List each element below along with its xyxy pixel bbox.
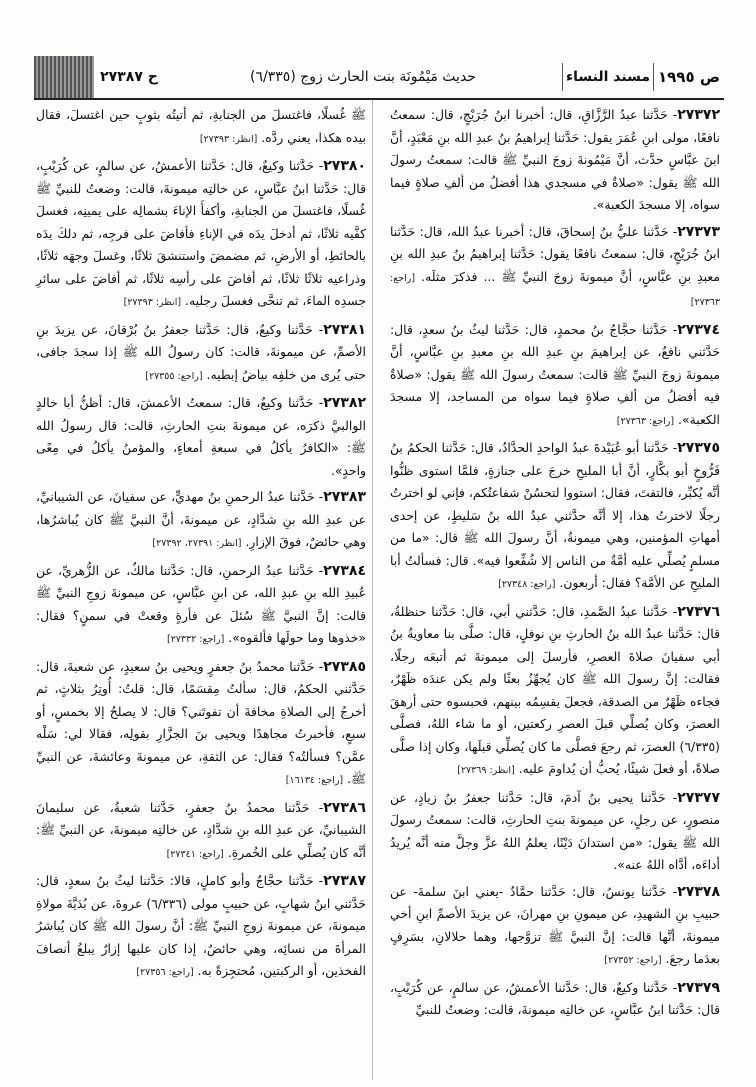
cross-reference: [راجع: ٢٧٣٤٨] (498, 579, 556, 590)
hadith-text: - حَدَّثنا وكيعٌ، قال: حَدَّثنا الأعمشُ، عن سالمٍ، عن كُرَيْبٍ، قال: حَدَّثنا ابنُ عبَّاسٍ، عن خالتِه ميمونةَ، قالت: وضعتُ للنبيِّ (390, 979, 720, 1017)
hadith-entry (390, 221, 720, 315)
cross-reference: [راجع: ١٦١٣٤] (285, 775, 344, 786)
hadith-number: ٢٧٣٨٧ (323, 873, 366, 889)
hadith-entry (36, 486, 366, 556)
hadith-text: ﷺ غُسلًا، فاغتسلَ من الجنابةِ، ثم أتيتُه بثوبٍ حين اغتسلَ، فقال بيده هكذا، يعني ردَّه. (36, 107, 366, 145)
cross-reference: [راجع: ٢٧٣٥٢] (604, 955, 662, 966)
chapter-title: حديث مَيْمُونَة بنت الحارث زوج (٦/٣٣٥) (250, 69, 476, 85)
hadith-number: ٢٧٣٧٢ (677, 107, 720, 123)
hadith-number: ٢٧٣٧٣ (677, 223, 720, 240)
hadith-entry (36, 392, 366, 482)
hadith-text: - حَدَّثنا وكيعٌ، قال: حَدَّثنا جعفرُ بنُ بُرْقانَ، عن يزيدَ بنِ الأصمِّ، عن ميمونةَ، قالت: كان رسولُ الله ﷺ إذا سجدَ جافى، حتى يُرى من خلفِه بياضُ إبطيه. (36, 321, 366, 382)
header-ornament (34, 56, 94, 98)
hadith-number: ٢٧٣٨٥ (323, 658, 366, 675)
hadith-number: ٢٧٣٨٢ (323, 395, 366, 411)
hadith-number: ٢٧٣٨١ (323, 321, 366, 338)
cross-reference: [راجع: ٢٧٣٦٣] (390, 272, 720, 308)
hadith-number: ٢٧٣٨٤ (323, 562, 366, 579)
hadith-text: - حَدَّثنا عبدُ الرَّزَّاقِ، قال: أخبرنا ابنُ جُرَيْجٍ، قال: سمعتُ نافعًا، مولى ابنِ عُمَرَ يقول: حَدَّثنا إبراهيمُ بنُ عبدِ الله بنِ مَعْبَدٍ، أنَّ ابنَ عبَّاسٍ حدَّث، أنَّ مَيْمُونةَ زوجَ النبيِّ ﷺ قالت: سمعتُ رسولَ الله ﷺ يقول: «صلاةٌ في مسجدي هذا أفضلُ من ألفِ صلاةٍ فيما سواه، إلا مسجدَ الكعبة». (390, 107, 720, 212)
hadith-text: - حَدَّثنا عبدُ الصَّمدِ، قال: حَدَّثني أبي، قال: حَدَّثنا حنظلةُ، قال: حَدَّثنا عبدُ الله بنُ الحارثِ بنِ نوفلٍ، قال: صلَّى بنا معاويةُ بنُ أبي سفيانَ صلاةَ العصرِ، فأرسلَ إلى ميمونةَ ثم أتبعَه رجلًا، فقالت: إنَّ رسولَ الله ﷺ كان يُجهِّزُ بعثًا ولم يكن عندَه ظَهْرٌ، فجاءه ظَهْرٌ من الصدقة، فجعلَ يقسِمُه بينهم، فحبسوه حتى أرهقَ العصرَ، وكان يُصلِّي قبلَ العصرِ ركعتين، أو ما شاء اللهُ، فصلَّى (٦/٣٣٥) العصرَ، ثم رجعَ فصلَّى ما كان يُصلِّي قبلَها، وكان إذا صلَّى صلاةً، أو فعلَ شيئًا، يُحبُّ أن يُداومَ عليه. (390, 603, 720, 776)
hadith-entry (36, 797, 366, 867)
hadith-entry (390, 601, 720, 783)
hadith-text: - حَدَّثنا حجَّاجٌ وأبو كاملٍ، قالا: حَدَّثنا ليثُ بنُ سعدٍ، قال: حَدَّثني ابنُ شهابٍ، عن حبيبٍ مولى (٦/٣٣٦) عروةَ، عن بُدَيَّةَ مولاةِ ميمونةَ، عن ميمونةَ زوجِ النبيِّ ﷺ: أنَّ رسولَ الله ﷺ كان يُباشرُ المرأةَ من نسائِه، وهي حائضٌ، إذا كان عليها إزارٌ يبلغُ أنصافَ الفخذين، أو الركبتين، مُحتجِزةً به. (36, 873, 366, 978)
hadith-entry (390, 319, 720, 434)
hadith-text: - حَدَّثنا محمدُ بنُ جعفرٍ ويحيى بنُ سعيدٍ، عن شعبةَ، قال: حَدَّثني الحكمُ، قال: سألتُ مِقسَمًا، قال: قلتُ: أُوتِرُ بثلاثٍ، ثم أخرجُ إلى الصلاةِ مخافةَ أن تفوتَني؟ قال: لا يصلحُ إلا بخمسٍ، أو سبعٍ، فأخبرتُ مجاهدًا ويحيى بنَ الجزَّارِ بقولِه، فقالا لي: سَلْه عمَّن؟ فسألتُه؟ فقال: عن الثقةِ، عن ميمونةَ وعائشةَ، عن النبيِّ ﷺ. (36, 658, 366, 786)
hadith-entry (36, 560, 366, 652)
cross-reference: [راجع: ٢٧٣٣٢] (166, 634, 225, 645)
page-number: ص ١٩٩٥ (657, 68, 721, 86)
book-name: مسند النساء (562, 63, 654, 91)
hadith-number: ٢٧٣٧٧ (677, 789, 720, 806)
hadith-entry (36, 870, 366, 985)
column-divider (372, 100, 373, 1080)
hadith-range: ح ٢٧٣٨٧ (100, 69, 158, 85)
hadith-number: ٢٧٣٨٦ (323, 799, 366, 816)
hadith-entry (36, 319, 366, 389)
cross-reference: [راجع: ٢٧٣٥٦] (136, 967, 194, 978)
cross-reference: [انظر: ٢٧٣٩٣] (123, 297, 182, 308)
hadith-entry (390, 977, 720, 1022)
hadith-text: - حَدَّثنا وكيعٌ، قال: سمعتُ الأعمشَ، قال: أظنُّ أبا خالدٍ الوالبيَّ ذكرَه، عن ميمونةَ بنتِ الحارثِ، قالت: قال رسولُ الله ﷺ: «الكافرُ يأكلُ في سبعةِ أمعاءٍ، والمؤمنُ يأكلُ في مِعًى واحدٍ». (36, 395, 366, 478)
cross-reference: [راجع: ٢٧٣٤١] (166, 848, 224, 860)
right-column (390, 104, 720, 1026)
hadith-text: - حَدَّثنا محمدُ بنُ جعفرٍ، حَدَّثنا شعبةُ، عن سليمانَ الشيبانيِّ، عن عبدِ الله بنِ شدَّادٍ، عن خالتِه ميمونةَ، عن النبيِّ ﷺ: أنَّه كان يُصلِّي على الخُمرةِ. (36, 799, 366, 860)
hadith-number: ٢٧٣٧٦ (677, 603, 720, 620)
hadith-entry (36, 104, 366, 151)
hadith-text: - حَدَّثنا حجَّاجُ بنُ محمدٍ، قال: حَدَّثنا ليثُ بنُ سعدٍ، قال: حَدَّثني نافعٌ، عن إبراهيمَ بنِ عبدِ الله بنِ معبدِ بنِ عبَّاسٍ، أنَّ ميمونةَ زوجَ النبيِّ ﷺ قالت: سمعتُ رسولَ الله ﷺ يقول: «صلاةٌ فيه أفضلُ من ألفِ صلاةٍ فيما سواه من المساجد، إلا مسجدَ الكعبة». (390, 321, 720, 427)
hadith-number: ٢٧٣٨٣ (323, 489, 366, 505)
hadith-text: - حَدَّثنا وكيعٌ، قال: حَدَّثنا الأعمشُ، عن سالمٍ، عن كُرَيْبٍ، قال: حَدَّثنا ابنُ عبَّاسٍ، عن خالتِه ميمونةَ، قالت: وضعتُ للنبيِّ ﷺ غُسلًا، فاغتسلَ من الجنابةِ، وأكفأَ الإناءَ بشمالِه على يمينِه، فغسلَ كفَّيه ثلاثًا، ثم أدخلَ يدَه في الإناءِ فأفاضَ على فرجِه، ثم دلكَ يدَه بالحائطِ، أو الأرضِ، ثم مضمضَ واستنشقَ ثلاثًا، وغسلَ وجهَه ثلاثًا، وذراعيه ثلاثًا ثلاثًا، ثم أفاضَ على رأسِه ثلاثًا، ثم أفاضَ على سائرِ جسدِه الماءَ، ثم تنحَّى فغسلَ رجليه. (36, 158, 366, 308)
hadith-text: - حَدَّثنا يونسُ، قال: حَدَّثنا حمَّادٌ -يعني ابنَ سلمةَ- عن حبيبِ بنِ الشهيدِ، عن ميمونِ بنِ مهرانَ، عن يزيدَ الأصمِّ ابنِ أخي ميمونةَ، أنَّها قالت: إنَّ النبيَّ ﷺ تزوَّجها، وهما حلالانِ، بسَرِفٍ بعدَما رجعَ. (390, 883, 720, 966)
cross-reference: [راجع: ٢٧٣٥٥] (145, 370, 203, 382)
hadith-entry (390, 104, 720, 217)
hadith-entry (36, 656, 366, 793)
hadith-entry (390, 787, 720, 877)
hadith-text: - حَدَّثنا عبدُ الرحمنِ بنُ مهديٍّ، عن سفيانَ، عن الشيبانيِّ، عن عبدِ الله بنِ شدَّادٍ، عن ميمونةَ، أنَّ النبيَّ ﷺ كان يُباشرُها، وهي حائضٌ، فوقَ الإزارِ. (36, 489, 366, 549)
page-header (34, 56, 724, 100)
hadith-number: ٢٧٣٧٨ (677, 883, 720, 900)
cross-reference: [انظر: ٢٧٣٦٩] (457, 765, 515, 776)
hadith-entry (390, 437, 720, 597)
cross-reference: [انظر: ٢٧٣٩٣] (199, 133, 258, 145)
hadith-entry (390, 881, 720, 973)
hadith-number: ٢٧٣٨٠ (323, 158, 366, 174)
hadith-text: - حَدَّثنا أبو عُبَيْدةَ عبدُ الواحدِ الحدَّادُ، قال: حَدَّثنا الحكمُ بنُ فَرُّوخٍ أبو بكَّارٍ، أنَّ أبا المليحِ خرجَ على جنازةٍ، فلمَّا استوى ظنُّوا أنَّه يُكبِّر، فالتفتَ، فقال: استووا لتحسُنْ شفاعتُكم، فإني لو اخترتُ رجلًا لاخترتُ هذا، إلا أنَّه حدَّثني عبدُ الله بنُ سَليطٍ، عن إحدى أمهاتِ المؤمنين، وهي ميمونةُ، أنَّ رسولَ الله ﷺ قال: «ما من مسلمٍ يُصلِّي عليه أمَّةٌ من الناس إلا شُفِّعوا فيه». قال: فسألتُ أبا المليحِ عن الأمَّة؟ فقال: أربعون. (390, 440, 720, 590)
cross-reference: [راجع: ٢٧٣٦٣] (616, 415, 675, 427)
hadith-number: ٢٧٣٧٩ (677, 979, 720, 996)
cross-reference: [انظر: ٢٧٣٩١، ٢٧٣٩٢] (152, 538, 242, 549)
hadith-text: - حَدَّثنا يحيى بنُ آدمَ، قال: حَدَّثنا جعفرُ بنُ زيادٍ، عن منصورٍ، عن رجلٍ، عن ميمونةَ بنتِ الحارثِ، قالت: سمعتُ رسولَ الله ﷺ يقول: «من استدانَ دَيْنًا، يعلمُ اللهُ عزَّ وجلَّ منه أنَّه يُريدُ أداءَه، أدَّاه اللهُ عنه». (390, 789, 720, 872)
hadith-text: - حَدَّثنا عبدُ الرحمنِ، قال: حَدَّثنا مالكٌ، عن الزُّهريِّ، عن عُبيدِ الله بنِ عبدِ الله، عن ابنِ عبَّاسٍ، عن ميمونةَ زوجِ النبيِّ ﷺ قالت: إنَّ النبيَّ ﷺ سُئلَ عن فأرةٍ وقعتْ في سمنٍ؟ فقال: «خذوها وما حولَها فألقوه». (36, 562, 366, 645)
hadith-entry (36, 155, 366, 315)
hadith-number: ٢٧٣٧٤ (677, 321, 720, 338)
left-column (36, 104, 366, 989)
hadith-number: ٢٧٣٧٥ (677, 440, 720, 456)
hadith-text: - حَدَّثنا عليُّ بنُ إسحاقَ، قال: أخبرنا عبدُ الله، قال: حَدَّثنا ابنُ جُرَيْجٍ، قال: سمعتُ نافعًا يقول: حَدَّثنا إبراهيمُ بنُ عبدِ الله بنِ معبدِ بنِ عبَّاسٍ، أنَّ ميمونةَ زوجَ النبيِّ ﷺ ... فذكرَ مثلَه. (390, 223, 720, 284)
